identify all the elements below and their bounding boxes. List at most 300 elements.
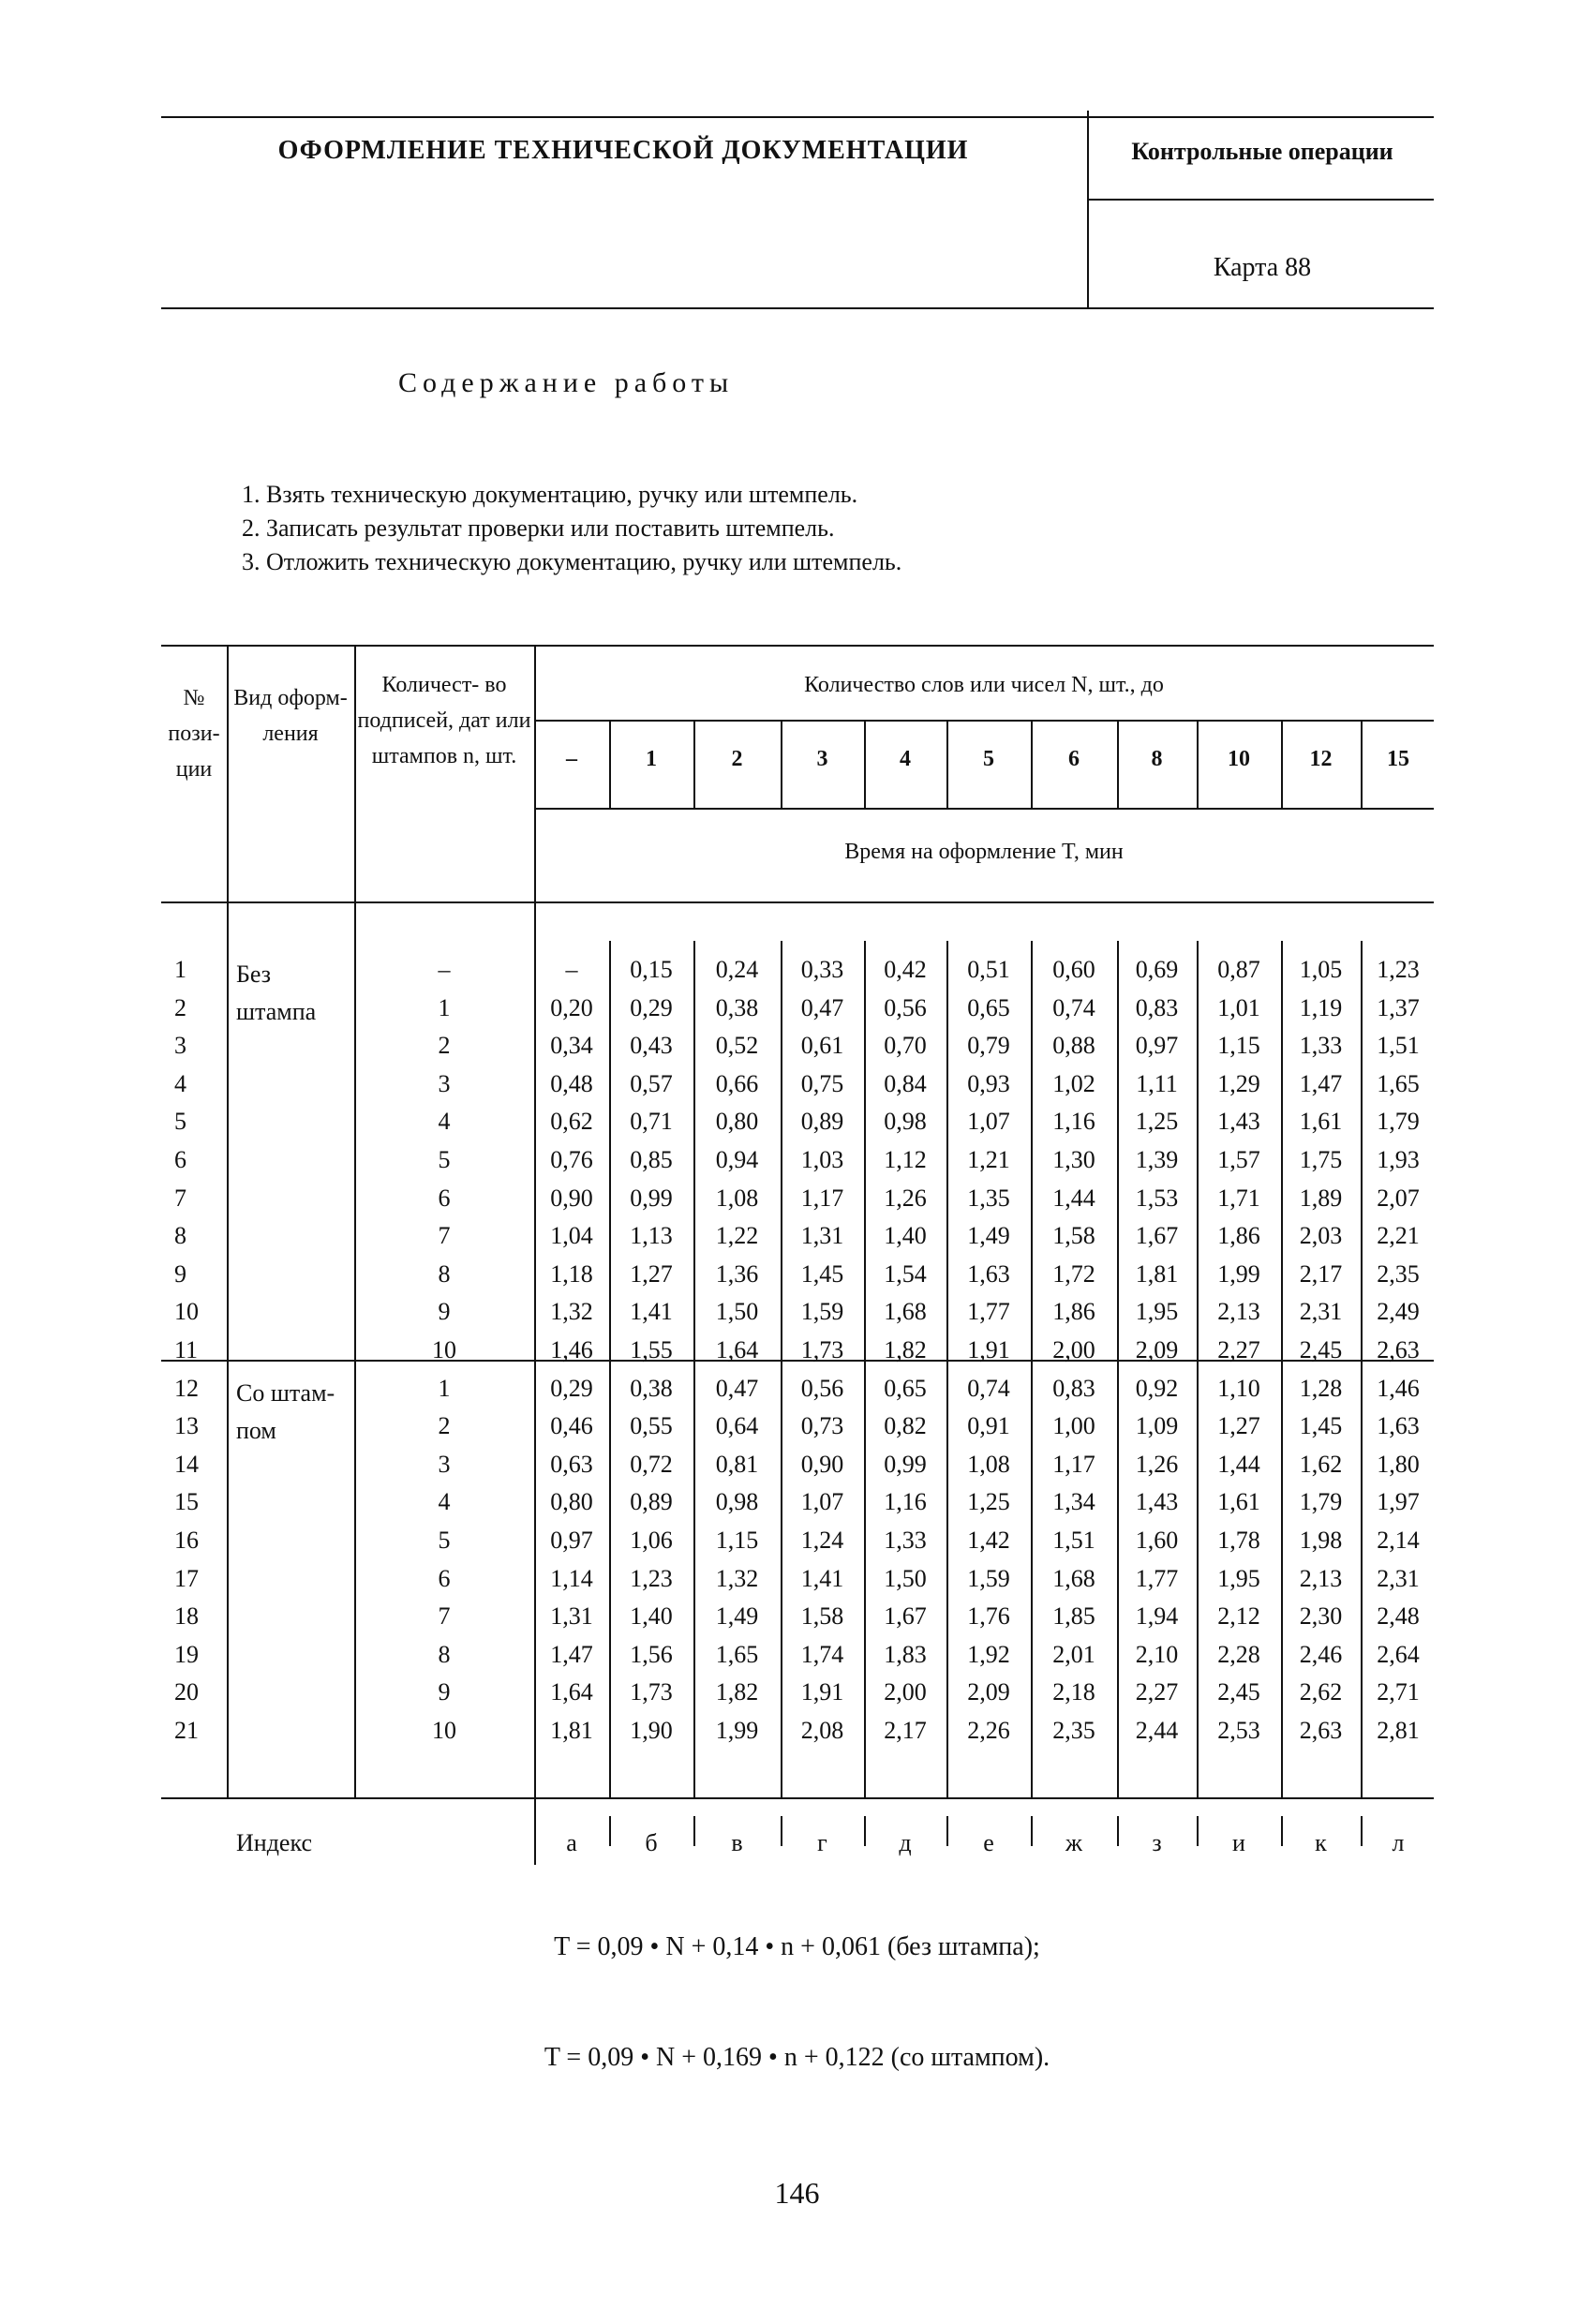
time-value: 0,75	[800, 1069, 844, 1097]
time-value: 2,44	[1135, 1717, 1179, 1744]
time-value: 1,86	[1217, 1222, 1260, 1250]
time-value: 1,68	[884, 1298, 927, 1326]
time-value: 1,73	[630, 1678, 673, 1706]
time-value: 1,50	[715, 1298, 759, 1326]
time-value: 0,74	[1052, 993, 1095, 1021]
time-value: 2,00	[884, 1678, 927, 1706]
index-letter: ж	[1065, 1829, 1082, 1856]
time-value: 0,65	[967, 993, 1010, 1021]
row-count: 5	[438, 1527, 451, 1554]
time-value: 1,94	[1135, 1602, 1179, 1631]
time-value: 1,21	[967, 1146, 1010, 1173]
row-position: 4	[174, 1069, 186, 1097]
time-value: 1,02	[1052, 1069, 1095, 1097]
time-value: 2,12	[1217, 1602, 1260, 1631]
row-count: 6	[438, 1184, 451, 1212]
row-position: 10	[174, 1298, 199, 1326]
time-value: 1,41	[800, 1564, 844, 1592]
time-value: 1,40	[884, 1222, 927, 1250]
time-value: 0,48	[550, 1069, 593, 1097]
time-value: 1,81	[1135, 1259, 1179, 1288]
time-value: 2,27	[1217, 1336, 1260, 1363]
time-value: 0,80	[550, 1488, 593, 1516]
time-value: 1,93	[1377, 1146, 1420, 1173]
row-position: 14	[174, 1450, 199, 1478]
time-value: 1,49	[967, 1222, 1010, 1250]
time-value: 0,64	[715, 1412, 759, 1440]
time-value: 1,67	[1135, 1222, 1179, 1250]
row-count: 4	[438, 1108, 451, 1136]
time-value: 1,51	[1377, 1032, 1420, 1060]
page-title: ОФОРМЛЕНИЕ ТЕХНИЧЕСКОЙ ДОКУМЕНТАЦИИ	[277, 136, 969, 165]
time-value: 0,76	[550, 1146, 593, 1173]
time-value: 1,41	[630, 1298, 673, 1326]
n-value: 6	[1068, 747, 1080, 771]
time-value: 0,29	[550, 1374, 593, 1402]
time-value: 1,36	[715, 1259, 759, 1288]
group-label: Без штампа	[236, 961, 317, 1025]
header-bottom-rule	[161, 307, 1434, 309]
row-count: 1	[438, 993, 451, 1021]
time-value: 2,30	[1299, 1602, 1343, 1631]
time-value: 1,82	[884, 1336, 927, 1363]
time-value: 1,40	[630, 1602, 673, 1631]
time-value: 1,11	[1136, 1069, 1178, 1097]
row-count: 6	[438, 1564, 451, 1592]
time-value: 1,31	[550, 1602, 593, 1631]
time-value: 1,59	[800, 1298, 844, 1326]
step-item: 3. Отложить техническую документацию, ручку или штемпель.	[242, 548, 902, 575]
header-bottom-rule	[161, 901, 1434, 903]
time-value: 1,43	[1217, 1108, 1260, 1136]
time-value: 1,67	[884, 1602, 927, 1631]
time-value: 0,83	[1052, 1374, 1095, 1402]
time-value: 1,23	[1377, 956, 1420, 983]
time-value: 0,98	[884, 1108, 927, 1136]
time-value: 1,26	[884, 1184, 927, 1212]
row-count: 10	[432, 1717, 456, 1744]
time-value: 0,99	[884, 1450, 927, 1478]
time-value: 1,58	[1052, 1222, 1095, 1250]
time-value: 0,38	[715, 993, 759, 1021]
time-value: 1,04	[550, 1222, 593, 1250]
time-value: 1,16	[1052, 1108, 1095, 1136]
row-count: 8	[438, 1640, 451, 1668]
time-value: 1,91	[800, 1678, 844, 1706]
time-value: 1,64	[550, 1678, 593, 1706]
time-value: 0,57	[630, 1069, 673, 1097]
time-value: 1,83	[884, 1640, 927, 1668]
time-value: 1,17	[800, 1184, 844, 1212]
time-value: 2,08	[800, 1717, 844, 1744]
time-value: 1,55	[630, 1336, 673, 1363]
body-bottom-rule	[161, 1797, 1434, 1799]
time-value: 2,00	[1052, 1336, 1095, 1363]
index-letter: г	[817, 1829, 827, 1856]
time-value: 1,61	[1299, 1108, 1343, 1136]
time-value: 1,56	[630, 1640, 673, 1668]
time-value: 2,31	[1377, 1564, 1420, 1592]
time-value: 1,33	[1299, 1032, 1343, 1060]
table-top-rule	[161, 645, 1434, 647]
time-value: 1,46	[550, 1336, 593, 1363]
index-label: Индекс	[236, 1829, 312, 1856]
time-value: 1,79	[1299, 1488, 1343, 1516]
time-value: 1,63	[1377, 1412, 1420, 1440]
time-value: 1,81	[550, 1717, 593, 1744]
n-value: 12	[1309, 747, 1333, 771]
time-value: 1,77	[1135, 1564, 1179, 1592]
time-value: 1,43	[1135, 1488, 1179, 1516]
time-value: 0,51	[967, 956, 1010, 983]
time-value: 1,17	[1052, 1450, 1095, 1478]
n-value: 1	[646, 747, 657, 771]
time-value: 1,95	[1135, 1298, 1179, 1326]
time-value: 0,82	[884, 1412, 927, 1440]
time-value: 1,62	[1299, 1450, 1343, 1478]
time-value: 2,64	[1377, 1640, 1420, 1668]
time-value: 1,51	[1052, 1527, 1095, 1554]
row-count: 1	[438, 1374, 451, 1402]
index-letter: л	[1392, 1829, 1405, 1856]
time-value: 0,63	[550, 1450, 593, 1478]
time-value: 1,08	[715, 1184, 759, 1212]
time-value: 0,99	[630, 1184, 673, 1212]
time-value: 1,27	[1217, 1412, 1260, 1440]
time-value: 1,45	[800, 1259, 844, 1288]
time-value: 0,29	[630, 993, 673, 1021]
time-value: 2,31	[1299, 1298, 1343, 1326]
time-value: 0,38	[630, 1374, 673, 1402]
time-value: 2,17	[884, 1717, 927, 1744]
row-count: 8	[438, 1259, 451, 1288]
time-value: 0,90	[800, 1450, 844, 1478]
row-position: 5	[174, 1108, 186, 1136]
row-count: 7	[438, 1602, 451, 1631]
row-position: 21	[174, 1717, 199, 1744]
time-value: 0,85	[630, 1146, 673, 1173]
time-value: 0,56	[884, 993, 927, 1021]
index-letter: в	[731, 1829, 743, 1856]
time-value: 1,71	[1217, 1184, 1260, 1212]
page-number: 146	[774, 2176, 820, 2210]
time-value: 2,62	[1299, 1678, 1343, 1706]
time-value: 1,47	[550, 1640, 593, 1668]
time-value: 1,45	[1299, 1412, 1343, 1440]
time-value: 2,18	[1052, 1678, 1095, 1706]
row-count: 9	[438, 1678, 451, 1706]
index-letter: д	[899, 1829, 912, 1856]
time-value: 1,15	[1217, 1032, 1260, 1060]
time-value: 0,81	[715, 1450, 759, 1478]
time-value: 0,33	[800, 956, 844, 983]
time-value: 0,92	[1135, 1374, 1179, 1402]
time-value: 2,45	[1299, 1336, 1343, 1363]
category-label: Контрольные операции	[1131, 138, 1393, 165]
time-value: 1,65	[1377, 1069, 1420, 1097]
time-value: 0,97	[1135, 1032, 1179, 1060]
time-value: 0,56	[800, 1374, 844, 1402]
time-value: 0,80	[715, 1108, 759, 1136]
time-value: 1,72	[1052, 1259, 1095, 1288]
time-value: 0,20	[550, 993, 593, 1021]
time-value: 1,97	[1377, 1488, 1420, 1516]
time-value: –	[565, 956, 578, 983]
time-value: 0,74	[967, 1374, 1010, 1402]
time-value: 0,69	[1135, 956, 1179, 983]
time-value: 0,43	[630, 1032, 673, 1060]
time-value: 0,79	[967, 1032, 1010, 1060]
content-title: Содержание работы	[398, 367, 735, 398]
time-value: 1,77	[967, 1298, 1010, 1326]
time-header: Время на оформление T, мин	[844, 840, 1124, 864]
index-letter: а	[566, 1829, 577, 1856]
time-value: 0,83	[1135, 993, 1179, 1021]
time-value: 1,12	[884, 1146, 927, 1173]
time-value: 1,16	[884, 1488, 927, 1516]
row-count: 9	[438, 1298, 451, 1326]
time-value: 2,49	[1377, 1298, 1420, 1326]
time-value: 1,10	[1217, 1374, 1260, 1402]
time-value: 1,47	[1299, 1069, 1343, 1097]
time-value: 1,68	[1052, 1564, 1095, 1592]
time-value: 0,88	[1052, 1032, 1095, 1060]
time-value: 1,60	[1135, 1527, 1179, 1554]
header-right-rule	[1087, 199, 1434, 201]
time-value: 1,05	[1299, 956, 1343, 983]
time-value: 1,42	[967, 1527, 1010, 1554]
time-value: 2,09	[1135, 1336, 1179, 1363]
time-value: 1,44	[1217, 1450, 1260, 1478]
time-value: 0,66	[715, 1069, 759, 1097]
step-item: 2. Записать результат проверки или поставить штемпель.	[242, 514, 835, 542]
time-value: 0,90	[550, 1184, 593, 1212]
time-value: 2,48	[1377, 1602, 1420, 1631]
time-value: 1,27	[630, 1259, 673, 1288]
n-value: 15	[1387, 747, 1409, 771]
index-letter: з	[1152, 1829, 1162, 1856]
time-value: 1,80	[1377, 1450, 1420, 1478]
time-value: 0,42	[884, 956, 927, 983]
card-number: Карта 88	[1213, 253, 1312, 282]
n-value: 4	[900, 747, 911, 771]
row-position: 17	[174, 1564, 199, 1592]
index-letter: к	[1315, 1829, 1327, 1856]
n-value: 3	[816, 747, 828, 771]
time-value: 0,47	[800, 993, 844, 1021]
time-value: 1,07	[800, 1488, 844, 1516]
index-letter: е	[983, 1829, 994, 1856]
time-value: 0,65	[884, 1374, 927, 1402]
row-count: 2	[438, 1032, 451, 1060]
row-count: 2	[438, 1412, 451, 1440]
n-value: –	[566, 747, 577, 771]
time-value: 1,13	[630, 1222, 673, 1250]
time-value: 2,14	[1377, 1527, 1420, 1554]
time-value: 1,86	[1052, 1298, 1095, 1326]
col-header-type: Вид оформ- ления	[233, 686, 348, 746]
time-value: 0,87	[1217, 956, 1260, 983]
row-count: 3	[438, 1450, 451, 1478]
time-value: 1,26	[1135, 1450, 1179, 1478]
time-value: 1,00	[1052, 1412, 1095, 1440]
time-value: 1,91	[967, 1336, 1010, 1363]
time-value: 2,35	[1052, 1717, 1095, 1744]
row-count: 5	[438, 1146, 451, 1173]
time-value: 1,58	[800, 1602, 844, 1631]
time-value: 0,73	[800, 1412, 844, 1440]
words-header-rule	[534, 720, 1434, 722]
work-steps	[242, 478, 901, 579]
time-value: 0,62	[550, 1108, 593, 1136]
row-position: 3	[174, 1032, 186, 1060]
time-value: 0,93	[967, 1069, 1010, 1097]
time-value: 1,57	[1217, 1146, 1260, 1173]
row-position: 18	[174, 1602, 199, 1631]
row-position: 20	[174, 1678, 199, 1706]
time-value: 0,89	[800, 1108, 844, 1136]
time-value: 0,15	[630, 956, 673, 983]
time-value: 1,54	[884, 1259, 927, 1288]
time-value: 1,74	[800, 1640, 844, 1668]
row-position: 6	[174, 1146, 186, 1173]
time-value: 1,76	[967, 1602, 1010, 1631]
time-value: 0,72	[630, 1450, 673, 1478]
row-count: 10	[432, 1336, 456, 1363]
n-value: 8	[1151, 747, 1163, 771]
time-value: 2,35	[1377, 1259, 1420, 1288]
index-letter: и	[1232, 1829, 1245, 1856]
row-position: 1	[174, 956, 186, 983]
time-value: 2,71	[1377, 1678, 1420, 1706]
formula-without-stamp: T = 0,09 • N + 0,14 • n + 0,061 (без штампа);	[554, 1932, 1040, 1961]
time-value: 1,61	[1217, 1488, 1260, 1516]
time-value: 2,45	[1217, 1678, 1260, 1706]
time-value: 1,29	[1217, 1069, 1260, 1097]
time-value: 1,92	[967, 1640, 1010, 1668]
time-value: 1,15	[715, 1527, 759, 1554]
time-value: 1,99	[715, 1717, 759, 1744]
time-value: 1,89	[1299, 1184, 1343, 1212]
time-value: 1,78	[1217, 1527, 1260, 1554]
row-count: 3	[438, 1069, 451, 1097]
time-value: 1,09	[1135, 1412, 1179, 1440]
row-position: 11	[174, 1336, 199, 1363]
time-value: 2,26	[967, 1717, 1010, 1744]
time-value: 0,89	[630, 1488, 673, 1516]
time-value: 1,50	[884, 1564, 927, 1592]
time-value: 1,95	[1217, 1564, 1260, 1592]
time-value: 1,63	[967, 1259, 1010, 1288]
row-position: 8	[174, 1222, 186, 1250]
time-value: 0,70	[884, 1032, 927, 1060]
time-value: 1,37	[1377, 993, 1420, 1021]
time-value: 2,09	[967, 1678, 1010, 1706]
row-count: 7	[438, 1222, 451, 1250]
time-value: 2,13	[1217, 1298, 1260, 1326]
time-value: 1,08	[967, 1450, 1010, 1478]
row-position: 9	[174, 1259, 186, 1288]
group-label: Со штам- пом	[236, 1378, 335, 1444]
time-value: 2,21	[1377, 1222, 1420, 1250]
time-value: 0,84	[884, 1069, 927, 1097]
row-position: 19	[174, 1640, 199, 1668]
col-header-position: № пози- ции	[168, 686, 220, 782]
time-value: 1,90	[630, 1717, 673, 1744]
time-value: 0,71	[630, 1108, 673, 1136]
row-position: 7	[174, 1184, 186, 1212]
index-letter: б	[645, 1829, 658, 1856]
time-value: 2,63	[1377, 1336, 1420, 1363]
time-value: 1,14	[550, 1564, 593, 1592]
row-count: 4	[438, 1488, 451, 1516]
time-value: 1,25	[1135, 1108, 1179, 1136]
time-value: 1,25	[967, 1488, 1010, 1516]
n-values-rule	[534, 808, 1434, 810]
time-value: 0,46	[550, 1412, 593, 1440]
time-value: 2,81	[1377, 1717, 1420, 1744]
time-value: 1,28	[1299, 1374, 1343, 1402]
time-value: 2,10	[1135, 1640, 1179, 1668]
time-value: 2,63	[1299, 1717, 1343, 1744]
time-value: 0,91	[967, 1412, 1010, 1440]
words-header: Количество слов или чисел N, шт., до	[804, 673, 1164, 697]
time-value: 1,24	[800, 1527, 844, 1554]
time-value: 0,34	[550, 1032, 593, 1060]
time-value: 1,46	[1377, 1374, 1420, 1402]
time-value: 2,28	[1217, 1640, 1260, 1668]
time-value: 1,06	[630, 1527, 673, 1554]
time-value: 1,34	[1052, 1488, 1095, 1516]
time-value: 1,99	[1217, 1259, 1260, 1288]
time-value: 0,24	[715, 956, 759, 983]
time-value: 1,22	[715, 1222, 759, 1250]
time-value: 0,97	[550, 1527, 593, 1554]
time-value: 1,31	[800, 1222, 844, 1250]
time-value: 2,17	[1299, 1259, 1343, 1288]
col-header-count: Количест- во подписей, дат или штампов n, шт.	[357, 673, 531, 768]
time-value: 0,47	[715, 1374, 759, 1402]
n-value: 2	[731, 747, 743, 771]
time-value: 1,65	[715, 1640, 759, 1668]
row-position: 12	[174, 1374, 199, 1402]
time-value: 1,07	[967, 1108, 1010, 1136]
time-value: 0,61	[800, 1032, 844, 1060]
time-value: 2,07	[1377, 1184, 1420, 1212]
time-value: 1,33	[884, 1527, 927, 1554]
time-value: 1,30	[1052, 1146, 1095, 1173]
time-value: 2,01	[1052, 1640, 1095, 1668]
n-value: 10	[1228, 747, 1250, 771]
time-value: 2,46	[1299, 1640, 1343, 1668]
time-value: 1,82	[715, 1678, 759, 1706]
time-value: 1,44	[1052, 1184, 1095, 1212]
header-top-rule	[161, 116, 1434, 118]
time-value: 1,19	[1299, 993, 1343, 1021]
time-value: 2,27	[1135, 1678, 1179, 1706]
row-position: 2	[174, 993, 186, 1021]
row-position: 16	[174, 1527, 199, 1554]
time-value: 1,98	[1299, 1527, 1343, 1554]
time-value: 1,01	[1217, 993, 1260, 1021]
time-value: 0,55	[630, 1412, 673, 1440]
time-value: 1,18	[550, 1259, 593, 1288]
time-value: 1,59	[967, 1564, 1010, 1592]
time-value: 2,13	[1299, 1564, 1343, 1592]
step-item: 1. Взять техническую документацию, ручку или штемпель.	[242, 481, 858, 508]
time-value: 2,53	[1217, 1717, 1260, 1744]
time-value: 0,52	[715, 1032, 759, 1060]
